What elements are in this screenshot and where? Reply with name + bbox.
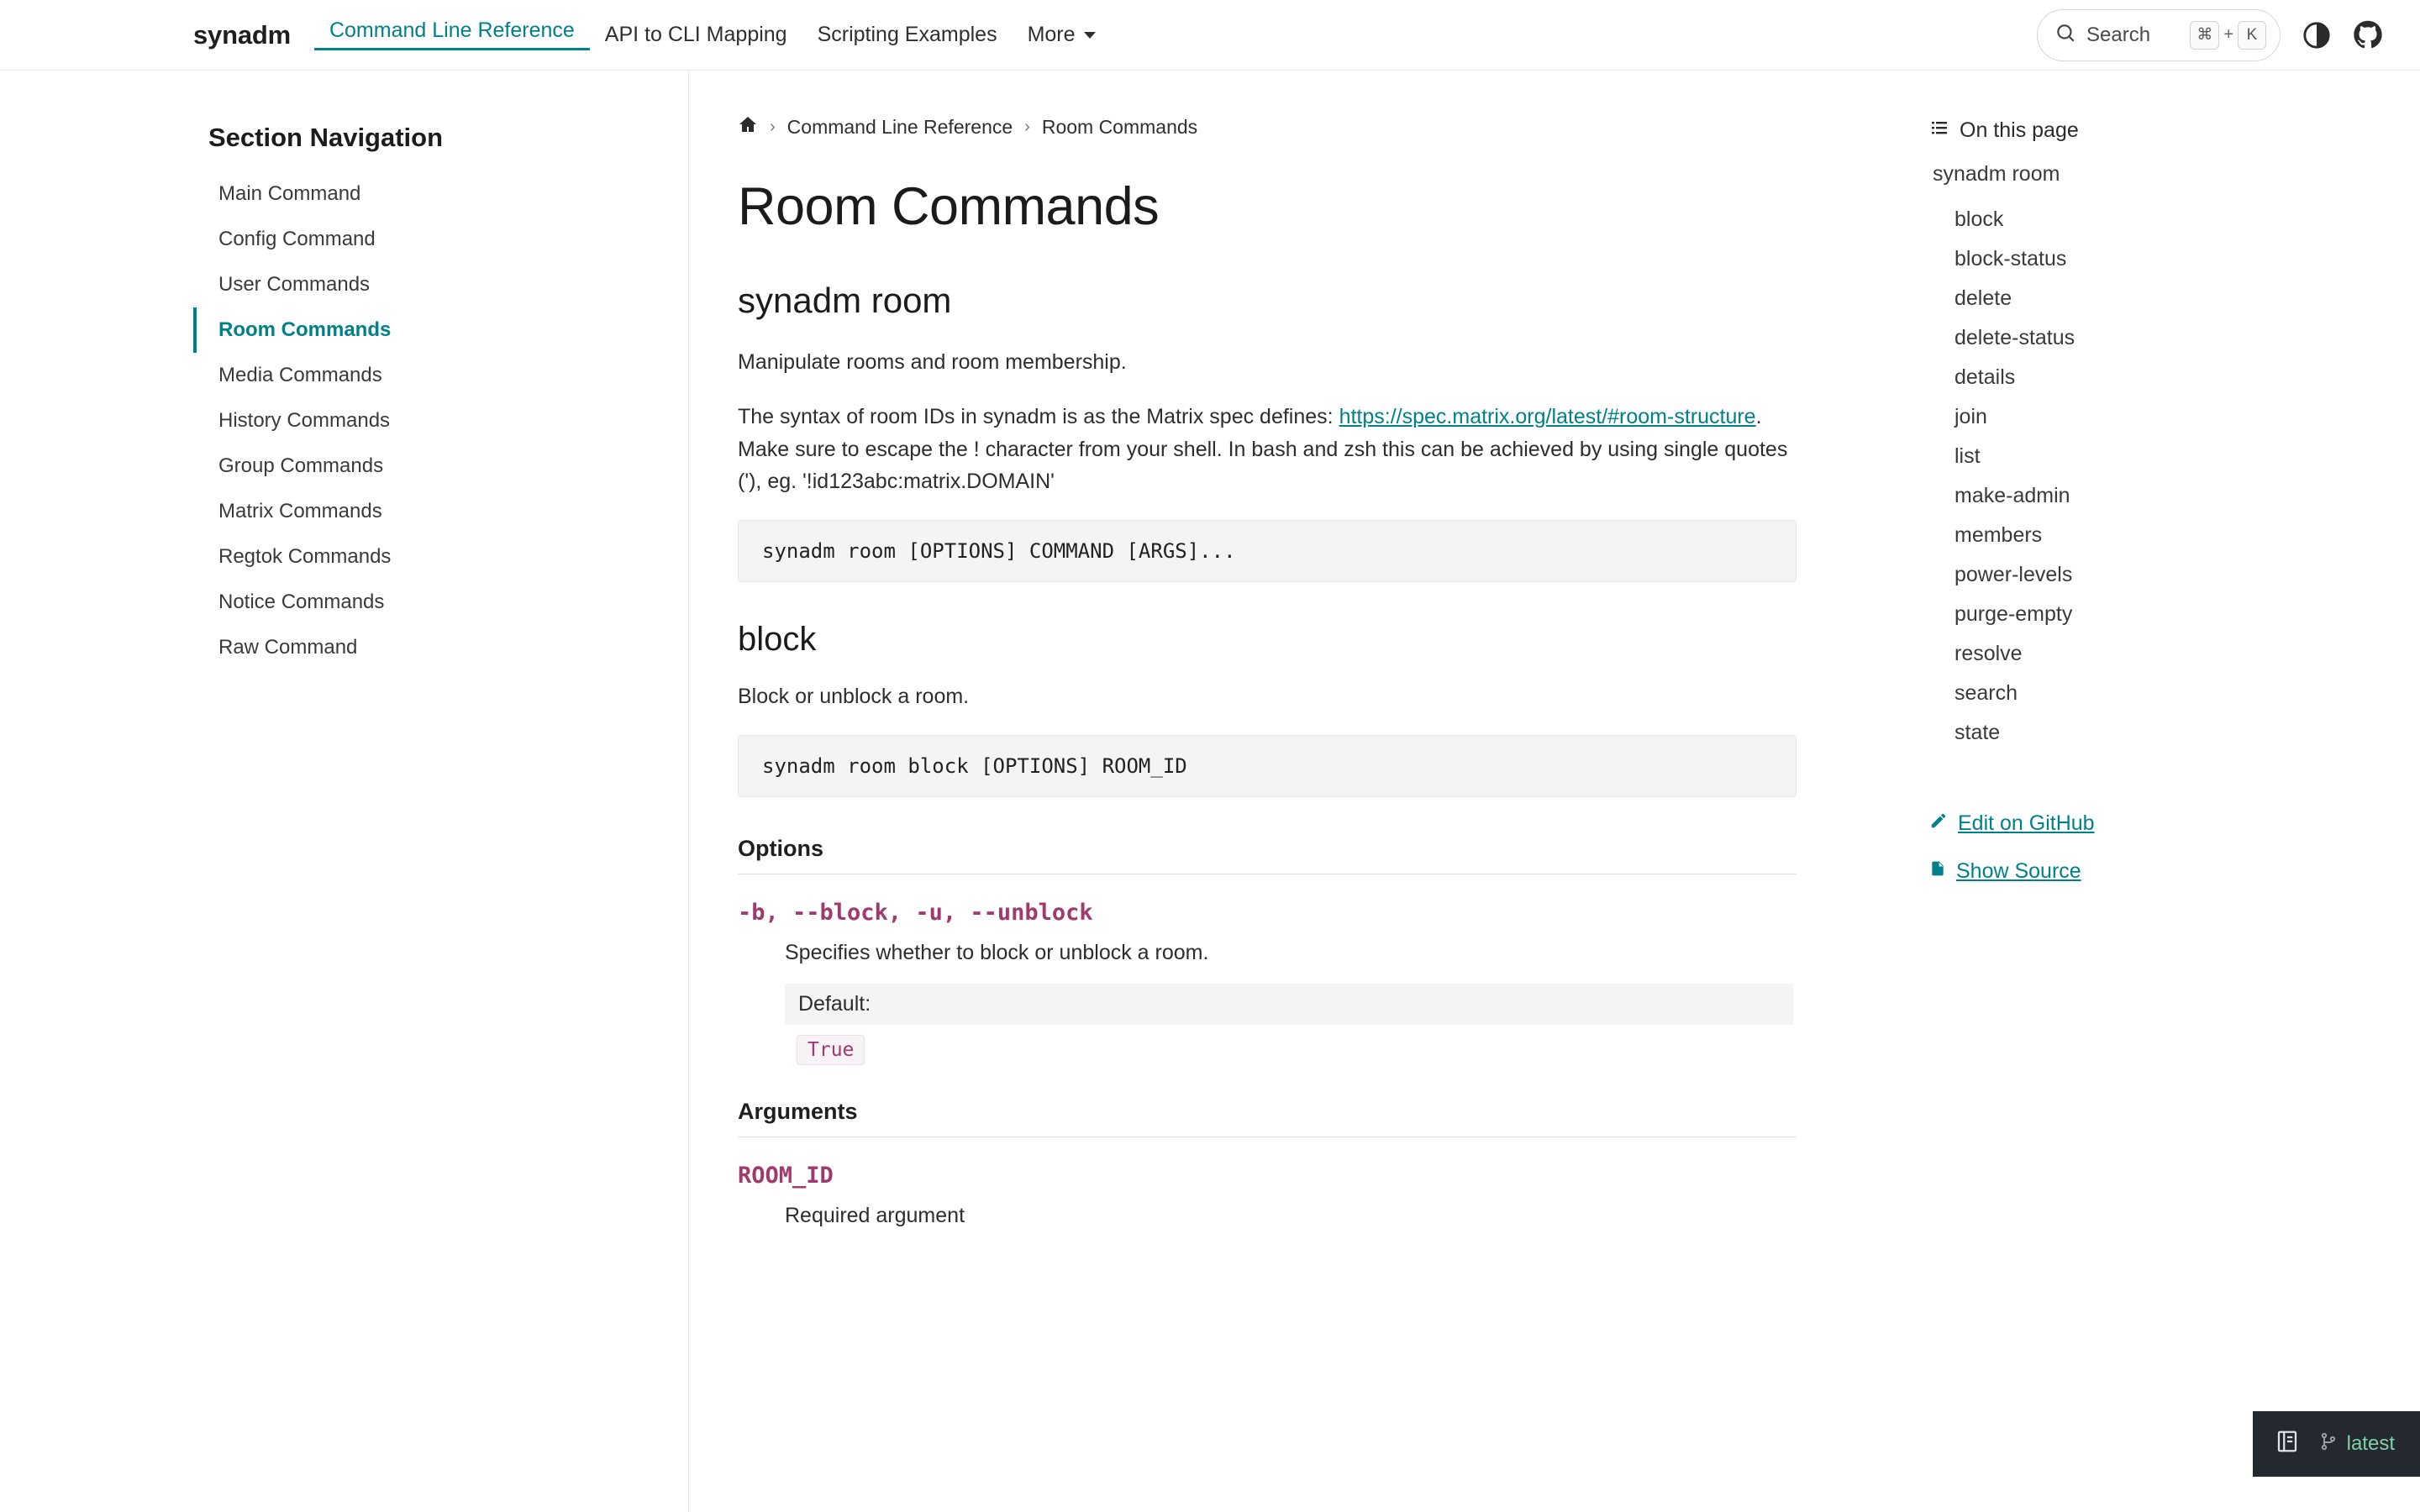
page-title: Room Commands <box>738 177 1160 236</box>
version-group <box>2318 1431 2395 1458</box>
breadcrumb-separator-2: › <box>1024 117 1030 136</box>
version-label: latest <box>2346 1432 2395 1455</box>
search-input[interactable] <box>2037 9 2281 61</box>
page-layout <box>0 71 2420 1512</box>
toc-item-search[interactable]: search <box>1954 681 2018 705</box>
edit-on-github-link[interactable] <box>1929 811 2386 836</box>
arguments-heading: Arguments <box>738 1099 1797 1137</box>
search-placeholder: Search <box>2086 23 2151 46</box>
usage-code-block: synadm room [OPTIONS] COMMAND [ARGS]... <box>738 520 1797 582</box>
sidebar-item-history-commands[interactable]: History Commands <box>218 409 391 432</box>
section-navigation <box>0 71 689 1512</box>
sidebar-item-room-commands[interactable]: Room Commands <box>193 307 688 353</box>
nav-item-more[interactable] <box>1013 24 1111 45</box>
sidebar-list <box>193 171 688 670</box>
search-shortcut-plus: + <box>2223 25 2233 44</box>
toc-item-block[interactable]: block <box>1954 207 2004 231</box>
breadcrumb-item-command-line-reference[interactable]: Command Line Reference <box>786 115 1013 138</box>
search-shortcut-key: K <box>2238 21 2266 50</box>
option-default-value: True <box>797 1035 865 1065</box>
primary-nav <box>314 0 1111 70</box>
book-icon <box>2275 1429 2300 1460</box>
show-source-label: Show Source <box>1956 859 2081 883</box>
option-default-value-wrap <box>785 1025 1882 1065</box>
toc-list <box>1929 200 2386 753</box>
pencil-icon <box>1929 811 1948 836</box>
matrix-spec-link[interactable]: https://spec.matrix.org/latest/#room-structure <box>1339 404 1756 428</box>
search-icon <box>2054 22 2076 48</box>
sidebar-item-config-command[interactable]: Config Command <box>218 228 376 250</box>
breadcrumb-item-room-commands: Room Commands <box>1041 115 1198 138</box>
nav-item-command-line-reference[interactable]: Command Line Reference <box>314 20 590 50</box>
sidebar-title: Section Navigation <box>208 123 444 152</box>
toc-item-make-admin[interactable]: make-admin <box>1954 484 2070 507</box>
toc-header <box>1929 118 2386 144</box>
sidebar-item-raw-command[interactable]: Raw Command <box>218 636 358 659</box>
breadcrumb <box>738 114 1882 139</box>
options-heading: Options <box>738 836 1797 874</box>
theme-toggle-icon[interactable] <box>2302 21 2331 50</box>
main-content <box>689 71 1882 1512</box>
toc-item-list[interactable]: list <box>1954 444 1981 468</box>
block-code-block: synadm room block [OPTIONS] ROOM_ID <box>738 735 1797 797</box>
argument-name: ROOM_ID <box>738 1162 834 1189</box>
sidebar-item-main-command[interactable]: Main Command <box>218 182 361 205</box>
nav-item-scripting-examples[interactable]: Scripting Examples <box>817 23 997 46</box>
branch-icon <box>2318 1431 2338 1458</box>
on-this-page <box>1882 71 2420 1512</box>
intro-prefix: The syntax of room IDs in synadm is as the Matrix spec defines: <box>738 404 1339 428</box>
nav-item-more-label: More <box>1027 23 1076 46</box>
sidebar-item-group-commands[interactable]: Group Commands <box>218 454 384 477</box>
toc-item-block-status[interactable]: block-status <box>1954 247 2067 270</box>
edit-on-github-label: Edit on GitHub <box>1958 811 2095 835</box>
home-icon[interactable] <box>738 114 758 139</box>
sidebar-item-media-commands[interactable]: Media Commands <box>218 364 382 386</box>
sidebar-item-user-commands[interactable]: User Commands <box>218 273 371 296</box>
toc-item-resolve[interactable]: resolve <box>1954 642 2023 665</box>
site-header <box>0 0 2420 71</box>
file-icon <box>1929 859 1946 884</box>
toc-item-members[interactable]: members <box>1954 523 2043 547</box>
intro-paragraph-1: Manipulate rooms and room membership. <box>738 350 1127 374</box>
option-signature: -b, --block, -u, --unblock <box>738 899 1093 926</box>
chevron-down-icon <box>1084 32 1096 39</box>
toc-item-state[interactable]: state <box>1954 721 2001 744</box>
sidebar-item-notice-commands[interactable]: Notice Commands <box>218 591 385 613</box>
version-badge[interactable] <box>2253 1411 2420 1477</box>
nav-item-api-to-cli-mapping[interactable]: API to CLI Mapping <box>604 23 787 46</box>
block-description: Block or unblock a room. <box>738 685 970 708</box>
option-description: Specifies whether to block or unblock a room. <box>785 940 1209 964</box>
toc-actions <box>1929 811 2386 884</box>
sidebar-item-matrix-commands[interactable]: Matrix Commands <box>218 500 382 522</box>
list-icon <box>1929 118 1949 144</box>
toc-item-delete[interactable]: delete <box>1954 286 2012 310</box>
github-icon[interactable] <box>2353 20 2383 50</box>
intro-paragraph-2 <box>738 401 1797 498</box>
toc-item-synadm-room[interactable]: synadm room <box>1933 162 2060 186</box>
subsection-heading-block: block <box>738 621 817 658</box>
option-default-label: Default: <box>785 984 1793 1025</box>
section-heading-synadm-room: synadm room <box>738 281 952 320</box>
show-source-link[interactable] <box>1929 859 2386 884</box>
brand-logo[interactable]: synadm <box>193 19 291 50</box>
toc-item-join[interactable]: join <box>1954 405 1987 428</box>
argument-description: Required argument <box>785 1203 965 1227</box>
toc-title: On this page <box>1960 118 2079 142</box>
header-actions <box>2037 9 2383 61</box>
sidebar-item-regtok-commands[interactable]: Regtok Commands <box>218 545 392 568</box>
toc-item-power-levels[interactable]: power-levels <box>1954 563 2073 586</box>
toc-item-purge-empty[interactable]: purge-empty <box>1954 602 2073 626</box>
intro-suffix: . Make sure to escape the ! character from your shell. In bash and zsh this can be achieved by using single quotes ('), eg. '!id123abc:matrix.DOMAIN' <box>738 404 1788 494</box>
breadcrumb-separator-1: › <box>770 117 776 136</box>
toc-item-details[interactable]: details <box>1954 365 2016 389</box>
toc-item-delete-status[interactable]: delete-status <box>1954 326 2075 349</box>
search-shortcut-mod: ⌘ <box>2190 21 2219 50</box>
